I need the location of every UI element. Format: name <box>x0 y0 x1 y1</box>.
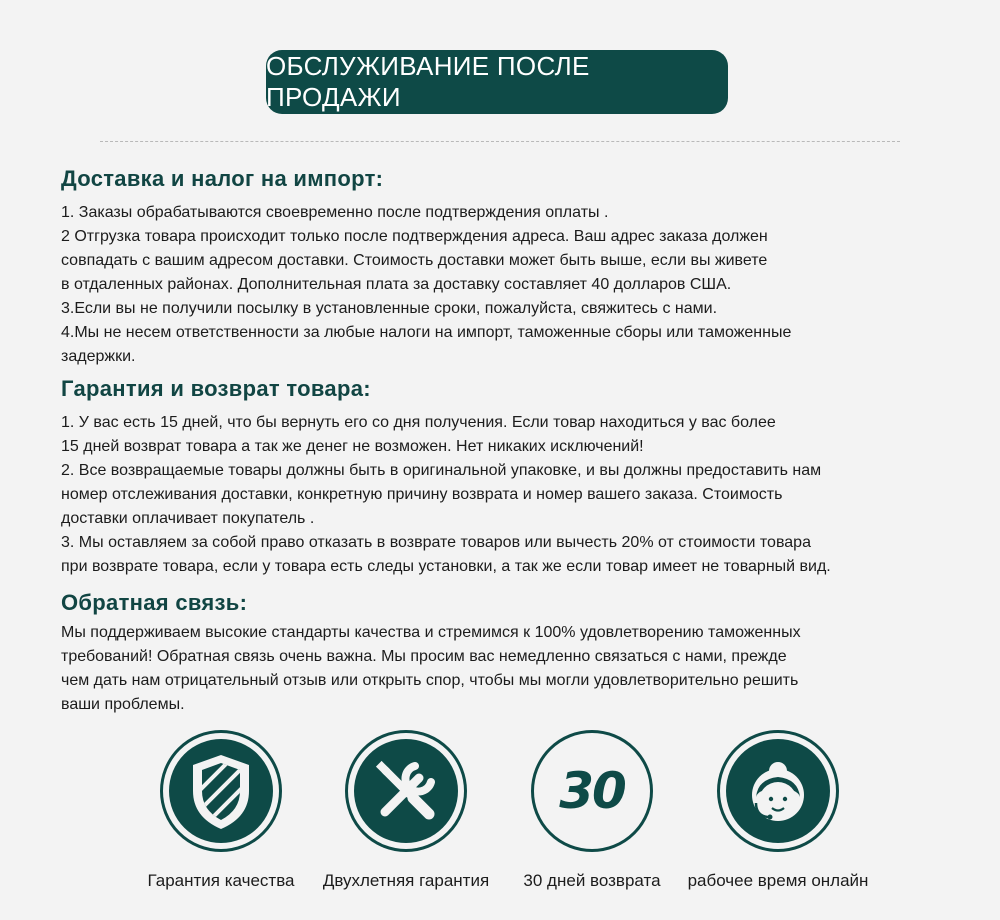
section-title-delivery: Доставка и налог на импорт: <box>61 166 384 191</box>
feature-label: рабочее время онлайн <box>687 871 869 890</box>
feature-online <box>678 730 878 891</box>
thirty-icon: 30 <box>559 762 625 820</box>
feature-circle <box>531 730 653 852</box>
feature-quality <box>121 730 321 891</box>
text-line: 1. У вас есть 15 дней, что бы вернуть его со дня получения. Если товар находиться у вас более <box>61 414 776 431</box>
feature-circle <box>717 730 839 852</box>
feature-circle <box>345 730 467 852</box>
section-title-warranty: Гарантия и возврат товара: <box>61 376 371 401</box>
text-line: доставки оплачивает покупатель . <box>61 510 315 527</box>
text-line: 15 дней возврат товара а так же денег не возможен. Нет никаких исключений! <box>61 438 644 455</box>
text-line: 2. Все возвращаемые товары должны быть в оригинальной упаковке, и вы должны предоставить нам <box>61 462 822 479</box>
tools-icon <box>371 756 441 826</box>
text-line: 1. Заказы обрабатываются своевременно после подтверждения оплаты . <box>61 204 609 221</box>
text-line: Мы поддерживаем высокие стандарты качества и стремимся к 100% удовлетворению таможенных <box>61 624 801 641</box>
feature-circle <box>160 730 282 852</box>
section-text-warranty <box>61 411 961 579</box>
dashed-divider <box>100 141 900 142</box>
feature-two-year <box>306 730 506 891</box>
section-text-delivery <box>61 201 961 369</box>
section-title-feedback: Обратная связь: <box>61 590 248 615</box>
text-line: 2 Отгрузка товара происходит только после подтверждения адреса. Ваш адрес заказа должен <box>61 228 768 245</box>
text-line: задержки. <box>61 348 136 365</box>
text-line: 3.Если вы не получили посылку в установленные сроки, пожалуйста, свяжитесь с нами. <box>61 300 718 317</box>
feature-label: 30 дней возврата <box>523 871 661 890</box>
text-line: чем дать нам отрицательный отзыв или открыть спор, чтобы мы могли удовлетворительно решить <box>61 672 799 689</box>
text-line: требований! Обратная связь очень важна. Мы просим вас немедленно связаться с нами, прежде <box>61 648 787 665</box>
text-line: ваши проблемы. <box>61 696 185 713</box>
text-line: совпадать с вашим адресом доставки. Стоимость доставки может быть выше, если вы живете <box>61 252 768 269</box>
feature-thirty-days <box>492 730 692 891</box>
feature-label: Гарантия качества <box>147 871 295 890</box>
header-banner <box>266 50 728 114</box>
text-line: номер отслеживания доставки, конкретную причину возврата и номер вашего заказа. Стоимость <box>61 486 783 503</box>
page-title: ОБСЛУЖИВАНИЕ ПОСЛЕ ПРОДАЖИ <box>266 51 590 112</box>
text-line: 4.Мы не несем ответственности за любые налоги на импорт, таможенные сборы или таможенные <box>61 324 792 341</box>
text-line: 3. Мы оставляем за собой право отказать в возврате товаров или вычесть 20% от стоимости товара <box>61 534 811 551</box>
shield-icon <box>189 753 253 829</box>
text-line: в отдаленных районах. Дополнительная плата за доставку составляет 40 долларов США. <box>61 276 732 293</box>
feature-label: Двухлетняя гарантия <box>322 871 490 890</box>
operator-icon <box>740 753 816 829</box>
text-line: при возврате товара, если у товара есть следы установки, а так же если товар имеет не товарный вид. <box>61 558 831 575</box>
section-text-feedback <box>61 621 961 717</box>
